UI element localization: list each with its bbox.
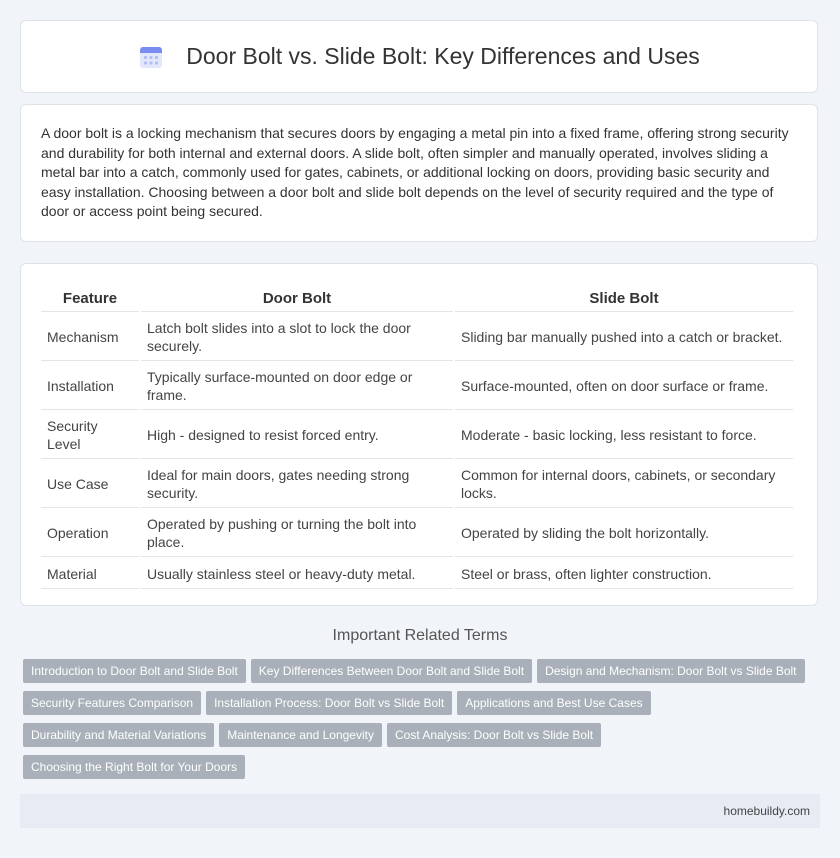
related-term-tag[interactable]: Key Differences Between Door Bolt and Slide Bolt xyxy=(251,659,532,683)
footer-site-link[interactable]: homebuildy.com xyxy=(723,804,810,818)
comparison-table xyxy=(39,284,795,591)
related-term-tag[interactable]: Maintenance and Longevity xyxy=(219,723,382,747)
table-row xyxy=(41,559,793,589)
calendar-icon xyxy=(138,44,164,70)
header-slide-bolt: Slide Bolt xyxy=(455,286,793,312)
door-bolt-cell: Usually stainless steel or heavy-duty metal. xyxy=(141,559,453,589)
feature-cell: Installation xyxy=(41,363,139,410)
door-bolt-cell: Operated by pushing or turning the bolt into place. xyxy=(141,510,453,557)
intro-paragraph: A door bolt is a locking mechanism that secures doors by engaging a metal pin into a fixed frame, offering strong security and durability for both internal and external doors. A slide bolt, often simpler and manually operated, involves sliding a metal bar into a catch, commonly used for gates, cabinets, or additional locking on doors, providing basic security and easy installation. Choosing between a door bolt and slide bolt depends on the level of security required and the type of door or access point being secured. xyxy=(41,125,789,220)
door-bolt-cell: Ideal for main doors, gates needing strong security. xyxy=(141,461,453,508)
footer xyxy=(20,794,820,828)
related-term-tag[interactable]: Applications and Best Use Cases xyxy=(457,691,650,715)
comparison-card xyxy=(20,263,818,606)
title-card xyxy=(20,20,818,93)
related-term-tag[interactable]: Installation Process: Door Bolt vs Slide Bolt xyxy=(206,691,452,715)
table-row xyxy=(41,412,793,459)
door-bolt-cell: Typically surface-mounted on door edge or frame. xyxy=(141,363,453,410)
slide-bolt-cell: Common for internal doors, cabinets, or secondary locks. xyxy=(455,461,793,508)
slide-bolt-cell: Steel or brass, often lighter construction. xyxy=(455,559,793,589)
door-bolt-cell: Latch bolt slides into a slot to lock the door securely. xyxy=(141,314,453,361)
feature-cell: Security Level xyxy=(41,412,139,459)
related-term-tag[interactable]: Choosing the Right Bolt for Your Doors xyxy=(23,755,245,779)
table-row xyxy=(41,363,793,410)
slide-bolt-cell: Sliding bar manually pushed into a catch or bracket. xyxy=(455,314,793,361)
table-header-row xyxy=(41,286,793,312)
related-term-tag[interactable]: Cost Analysis: Door Bolt vs Slide Bolt xyxy=(387,723,601,747)
table-row xyxy=(41,461,793,508)
table-row xyxy=(41,510,793,557)
header-door-bolt: Door Bolt xyxy=(141,286,453,312)
intro-card xyxy=(20,104,818,242)
slide-bolt-cell: Operated by sliding the bolt horizontally. xyxy=(455,510,793,557)
related-terms-tags xyxy=(23,659,813,787)
related-terms-title: Important Related Terms xyxy=(332,627,508,644)
related-term-tag[interactable]: Durability and Material Variations xyxy=(23,723,214,747)
feature-cell: Material xyxy=(41,559,139,589)
related-term-tag[interactable]: Security Features Comparison xyxy=(23,691,201,715)
door-bolt-cell: High - designed to resist forced entry. xyxy=(141,412,453,459)
related-term-tag[interactable]: Design and Mechanism: Door Bolt vs Slide Bolt xyxy=(537,659,804,683)
feature-cell: Use Case xyxy=(41,461,139,508)
table-row xyxy=(41,314,793,361)
feature-cell: Operation xyxy=(41,510,139,557)
slide-bolt-cell: Surface-mounted, often on door surface or frame. xyxy=(455,363,793,410)
slide-bolt-cell: Moderate - basic locking, less resistant to force. xyxy=(455,412,793,459)
related-term-tag[interactable]: Introduction to Door Bolt and Slide Bolt xyxy=(23,659,246,683)
page-title: Door Bolt vs. Slide Bolt: Key Differences and Uses xyxy=(186,43,700,69)
feature-cell: Mechanism xyxy=(41,314,139,361)
header-feature: Feature xyxy=(41,286,139,312)
